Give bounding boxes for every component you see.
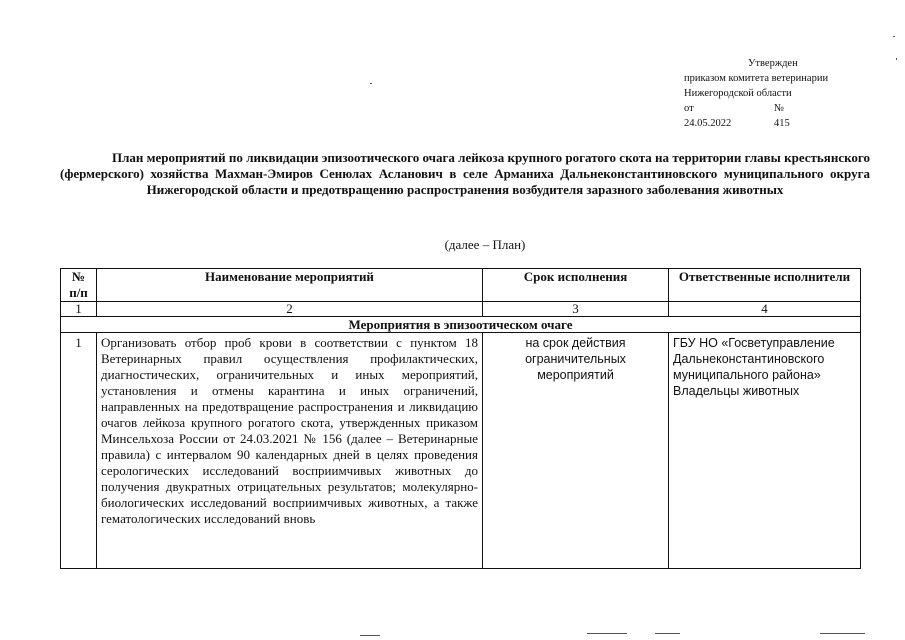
approval-block bbox=[684, 56, 894, 131]
title-text: План мероприятий по ликвидации эпизоотического очага лейкоза крупного рогатого скота на территории главы крестьянского (фермерского) хозяйства Махман-Эмиров Сенюлах Асланович в селе Арманиха Дальнеконстантиновского муниципального округа Нижегородской области и предотвращению распространения возбудителя заразного заболевания животных bbox=[60, 150, 870, 197]
section-row bbox=[61, 317, 861, 333]
column-number-row bbox=[61, 302, 861, 317]
header-num: № п/п bbox=[61, 269, 97, 302]
header-term: Срок исполнения bbox=[483, 269, 669, 302]
row-responsible: ГБУ НО «Госветуправление Дальнеконстантиновского муниципального района» Владельцы животных bbox=[669, 333, 861, 569]
column-number: 2 bbox=[97, 302, 483, 317]
table-header-row bbox=[61, 269, 861, 302]
scan-mark bbox=[360, 635, 380, 636]
document-subtitle: (далее – План) bbox=[444, 237, 526, 252]
scan-mark bbox=[587, 633, 627, 634]
row-term: на срок действия ограничительных мероприятий bbox=[483, 333, 669, 569]
scan-mark bbox=[896, 58, 897, 60]
approval-line-2: Нижегородской области bbox=[684, 88, 792, 99]
approval-from-label: от bbox=[684, 103, 694, 114]
scan-mark bbox=[820, 633, 865, 634]
column-number: 4 bbox=[669, 302, 861, 317]
approval-number: 415 bbox=[774, 118, 790, 129]
column-number: 3 bbox=[483, 302, 669, 317]
approval-heading: Утвержден bbox=[748, 58, 798, 69]
approval-from-row bbox=[684, 101, 894, 116]
scan-mark bbox=[893, 36, 895, 37]
approval-line-1: приказом комитета ветеринарии bbox=[684, 73, 829, 84]
table-row bbox=[61, 333, 861, 569]
approval-date: 24.05.2022 bbox=[684, 118, 732, 129]
plan-table bbox=[60, 268, 861, 569]
approval-values-row bbox=[684, 116, 894, 131]
section-title: Мероприятия в эпизоотическом очаге bbox=[61, 317, 861, 333]
document-title bbox=[60, 150, 870, 198]
approval-number-label: № bbox=[774, 103, 785, 114]
row-action: Организовать отбор проб крови в соответствии с пунктом 18 Ветеринарных правил осуществления профилактических, диагностических, ограничительных и иных мероприятий, установления и отмены карантина и иных ограничений, направленных на предотвращение распространения и ликвидацию очагов лейкоза крупного рогатого скота, утвержденных приказом Минсельхоза России от 24.03.2021 № 156 (далее – Ветеринарные правила) с интервалом 90 календарных дней в целях проведения серологических исследований восприимчивых животных до получения двукратных отрицательных результатов; молекулярно-биологических исследований восприимчивых животных, а также гематологических исследований вновь bbox=[97, 333, 483, 569]
header-resp: Ответственные исполнители bbox=[669, 269, 861, 302]
header-name: Наименование мероприятий bbox=[97, 269, 483, 302]
row-number: 1 bbox=[61, 333, 97, 569]
scan-mark bbox=[655, 633, 680, 634]
scan-mark bbox=[370, 83, 372, 84]
column-number: 1 bbox=[61, 302, 97, 317]
